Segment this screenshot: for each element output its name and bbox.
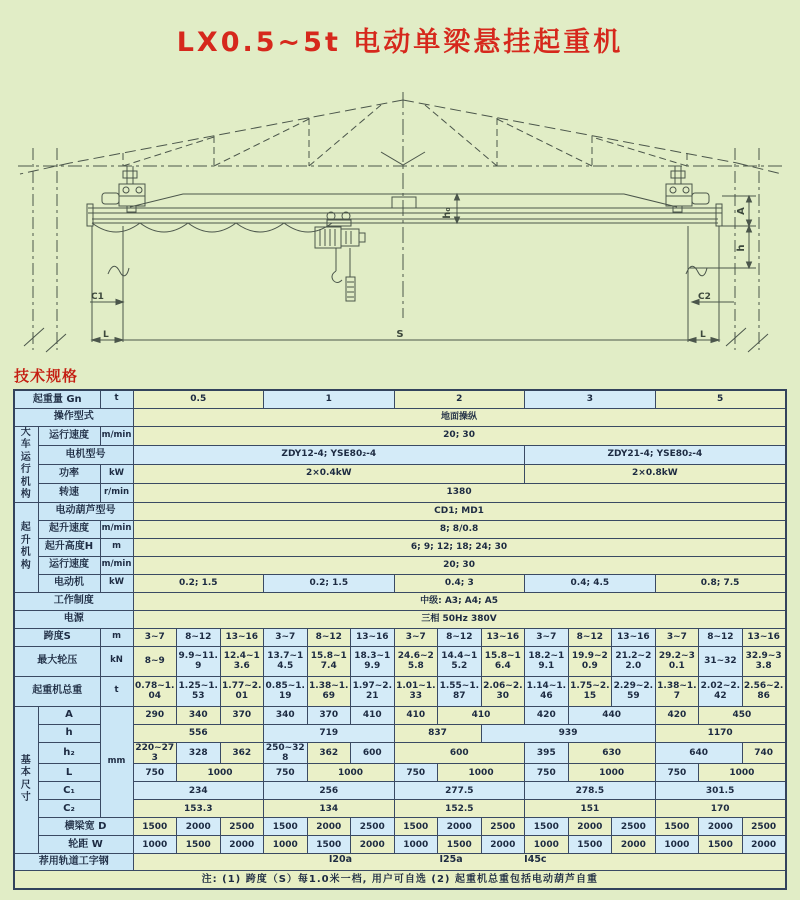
- data-cell: 2500: [351, 818, 395, 836]
- unit-label: m: [100, 628, 133, 646]
- data-cell: 1500: [264, 818, 308, 836]
- rail-size: I25a: [439, 854, 463, 866]
- data-cell: 18.3~19.9: [351, 646, 395, 676]
- data-cell: 301.5: [655, 782, 786, 800]
- row-label: C₁: [38, 782, 100, 800]
- dimension-lines: [90, 194, 756, 343]
- data-cell: 410: [394, 706, 438, 724]
- data-cell: 3: [525, 390, 656, 408]
- unit-label: kW: [100, 574, 133, 592]
- data-cell: 21.2~22.0: [612, 646, 656, 676]
- data-cell: 1000: [438, 764, 525, 782]
- dim-label-l-left: L: [103, 330, 109, 340]
- data-cell: 0.4; 4.5: [525, 574, 656, 592]
- data-cell: 9.9~11.9: [177, 646, 221, 676]
- unit-label: t: [100, 390, 133, 408]
- spec-table: [13, 389, 787, 890]
- data-cell: 1.38~1.7: [655, 676, 699, 706]
- table-row: [14, 520, 786, 538]
- data-cell: 152.5: [394, 800, 525, 818]
- rail-size: I45c: [524, 854, 547, 866]
- right-wall: [726, 148, 768, 352]
- data-cell: 750: [264, 764, 308, 782]
- data-cell: 170: [655, 800, 786, 818]
- data-cell: ZDY21-4; YSE80₂-4: [525, 445, 786, 464]
- data-cell: 1500: [133, 818, 177, 836]
- data-cell: 1380: [133, 483, 786, 502]
- row-label: 轮距 W: [38, 836, 133, 854]
- table-row: [14, 464, 786, 483]
- data-cell: 2000: [568, 818, 612, 836]
- table-row: [14, 538, 786, 556]
- data-cell: 1000: [568, 764, 655, 782]
- data-cell: 3~7: [394, 628, 438, 646]
- data-cell: 340: [264, 706, 308, 724]
- table-row: [14, 854, 786, 871]
- row-label: 电动机: [38, 574, 100, 592]
- data-cell: 2500: [742, 818, 786, 836]
- data-cell: 1.97~2.21: [351, 676, 395, 706]
- data-cell: 1000: [264, 836, 308, 854]
- data-cell: 14.4~15.2: [438, 646, 482, 676]
- data-cell: 31~32: [699, 646, 743, 676]
- table-row: [14, 390, 786, 408]
- hoist-motor: [341, 229, 359, 246]
- data-cell: 600: [394, 742, 525, 764]
- dim-label-c2: C2: [698, 292, 711, 302]
- row-label: 横梁宽 D: [38, 818, 133, 836]
- main-girder: [87, 194, 722, 226]
- data-cell: 1000: [394, 836, 438, 854]
- data-cell: 3~7: [264, 628, 308, 646]
- data-cell: 15.8~16.4: [481, 646, 525, 676]
- data-cell: 2×0.8kW: [525, 464, 786, 483]
- data-cell: 328: [177, 742, 221, 764]
- data-cell: 1.25~1.53: [177, 676, 221, 706]
- table-note: 注: (1) 跨度（S）每1.0米一档, 用户可自选 (2) 起重机总重包括电动葫芦自重: [14, 871, 786, 889]
- group-label: 大车运行机构: [14, 426, 38, 502]
- table-row: [14, 628, 786, 646]
- table-row: [14, 483, 786, 502]
- data-cell: 20; 30: [133, 426, 786, 445]
- data-cell: CD1; MD1: [133, 502, 786, 520]
- travel-motor-left: [102, 193, 119, 204]
- data-cell: 362: [307, 742, 351, 764]
- data-cell: 0.2; 1.5: [264, 574, 395, 592]
- data-cell: 719: [264, 724, 395, 742]
- row-label: 运行速度: [38, 556, 100, 574]
- data-cell: 1500: [394, 818, 438, 836]
- row-label: 起重机总重: [14, 676, 100, 706]
- data-cell: 29.2~30.1: [655, 646, 699, 676]
- table-row: [14, 836, 786, 854]
- data-cell: 250~328: [264, 742, 308, 764]
- data-cell: 15.8~17.4: [307, 646, 351, 676]
- data-cell: 256: [264, 782, 395, 800]
- data-cell: 0.8; 7.5: [655, 574, 786, 592]
- data-cell: 1500: [568, 836, 612, 854]
- data-cell: 1000: [699, 764, 786, 782]
- electric-hoist: [315, 212, 365, 301]
- data-cell: 740: [742, 742, 786, 764]
- data-cell: 1: [264, 390, 395, 408]
- data-cell: 1.01~1.33: [394, 676, 438, 706]
- group-label: 起升机构: [14, 502, 38, 592]
- data-cell: 410: [438, 706, 525, 724]
- data-cell: 837: [394, 724, 481, 742]
- data-cell: 2: [394, 390, 525, 408]
- data-cell: 2000: [438, 818, 482, 836]
- data-cell: 18.2~19.1: [525, 646, 569, 676]
- row-label: h: [38, 724, 100, 742]
- data-cell: 1000: [655, 836, 699, 854]
- data-cell: 1500: [655, 818, 699, 836]
- hoist-rope: [336, 248, 350, 277]
- data-cell: 640: [655, 742, 742, 764]
- data-cell: 370: [307, 706, 351, 724]
- data-cell: 13.7~14.5: [264, 646, 308, 676]
- dim-label-c1: C1: [91, 292, 104, 302]
- data-cell: 0.85~1.19: [264, 676, 308, 706]
- data-cell: 24.6~25.8: [394, 646, 438, 676]
- table-row: [14, 502, 786, 520]
- data-cell: 2.29~2.59: [612, 676, 656, 706]
- data-cell: 234: [133, 782, 264, 800]
- table-row: [14, 871, 786, 889]
- row-label: 起升速度: [38, 520, 100, 538]
- data-cell: 2000: [351, 836, 395, 854]
- table-row: [14, 610, 786, 628]
- row-label: 荐用轨道工字钢: [14, 854, 133, 871]
- data-cell: 1.38~1.69: [307, 676, 351, 706]
- data-cell: 2.56~2.86: [742, 676, 786, 706]
- data-cell: 750: [655, 764, 699, 782]
- unit-label: m: [100, 538, 133, 556]
- data-cell: 1000: [177, 764, 264, 782]
- data-cell: 2.06~2.30: [481, 676, 525, 706]
- row-label: 运行速度: [38, 426, 100, 445]
- rail-size: I20a: [328, 854, 352, 866]
- data-cell: 8~9: [133, 646, 177, 676]
- unit-label: kN: [100, 646, 133, 676]
- row-label: 操作型式: [14, 408, 133, 426]
- girder-top-box: [392, 197, 416, 208]
- data-cell: 1000: [525, 836, 569, 854]
- data-cell: 1500: [307, 836, 351, 854]
- data-cell: 8~12: [177, 628, 221, 646]
- section-heading: 技术规格: [14, 367, 79, 385]
- data-cell: 0.78~1.04: [133, 676, 177, 706]
- data-cell: 1.55~1.87: [438, 676, 482, 706]
- data-cell: 750: [133, 764, 177, 782]
- unit-label: kW: [100, 464, 133, 483]
- data-cell: 8; 8/0.8: [133, 520, 786, 538]
- data-cell: 410: [351, 706, 395, 724]
- data-cell: 440: [568, 706, 655, 724]
- data-cell: 1000: [133, 836, 177, 854]
- data-cell: 1.75~2.15: [568, 676, 612, 706]
- travel-motor-right: [692, 193, 709, 204]
- unit-label: m/min: [100, 426, 133, 445]
- data-cell: 939: [481, 724, 655, 742]
- unit-label: r/min: [100, 483, 133, 502]
- data-cell: 750: [525, 764, 569, 782]
- row-label: 转速: [38, 483, 100, 502]
- row-label: 电源: [14, 610, 133, 628]
- data-cell: 630: [568, 742, 655, 764]
- data-cell: ZDY12-4; YSE80₂-4: [133, 445, 525, 464]
- data-cell: 1500: [525, 818, 569, 836]
- row-label: 最大轮压: [14, 646, 100, 676]
- data-cell: 556: [133, 724, 264, 742]
- data-cell: 2000: [612, 836, 656, 854]
- roof-truss: [18, 100, 782, 174]
- data-cell: 2000: [220, 836, 264, 854]
- data-cell: 340: [177, 706, 221, 724]
- dim-label-h0: h₀: [442, 207, 453, 219]
- data-cell: 151: [525, 800, 656, 818]
- data-cell: 220~273: [133, 742, 177, 764]
- data-cell: 450: [699, 706, 786, 724]
- data-cell: 0.4; 3: [394, 574, 525, 592]
- dim-label-l-right: L: [700, 330, 706, 340]
- table-row: [14, 556, 786, 574]
- row-label: 工作制度: [14, 592, 133, 610]
- row-label: h₂: [38, 742, 100, 764]
- row-label: C₂: [38, 800, 100, 818]
- end-carriage-right: [666, 166, 709, 212]
- data-cell: 地面操纵: [133, 408, 786, 426]
- data-cell: 362: [220, 742, 264, 764]
- dim-label-A: A: [736, 207, 747, 215]
- data-cell: 8~12: [438, 628, 482, 646]
- table-row: [14, 426, 786, 445]
- dim-label-s: S: [396, 329, 404, 340]
- row-label: L: [38, 764, 100, 782]
- unit-label: m/min: [100, 520, 133, 538]
- data-cell: 13~16: [220, 628, 264, 646]
- data-cell: 3~7: [655, 628, 699, 646]
- table-row: [14, 592, 786, 610]
- data-cell: 8~12: [699, 628, 743, 646]
- data-cell: 2000: [307, 818, 351, 836]
- table-row: [14, 574, 786, 592]
- rail-values: [133, 854, 786, 871]
- unit-label: m/min: [100, 556, 133, 574]
- data-cell: 2×0.4kW: [133, 464, 525, 483]
- data-cell: 2000: [699, 818, 743, 836]
- data-cell: 1.77~2.01: [220, 676, 264, 706]
- data-cell: 13~16: [612, 628, 656, 646]
- data-cell: 13~16: [481, 628, 525, 646]
- data-cell: 3~7: [525, 628, 569, 646]
- row-label: 功率: [38, 464, 100, 483]
- data-cell: 2000: [742, 836, 786, 854]
- festoon-cable: [92, 223, 332, 232]
- data-cell: 1500: [699, 836, 743, 854]
- data-cell: 20; 30: [133, 556, 786, 574]
- data-cell: 370: [220, 706, 264, 724]
- data-cell: 420: [655, 706, 699, 724]
- data-cell: 2500: [481, 818, 525, 836]
- table-row: [14, 706, 786, 724]
- data-cell: 中级: A3; A4; A5: [133, 592, 786, 610]
- row-label: 电机型号: [38, 445, 133, 464]
- page-title: LX0.5~5t 电动单梁悬挂起重机: [176, 27, 624, 58]
- data-cell: 19.9~20.9: [568, 646, 612, 676]
- data-cell: 134: [264, 800, 395, 818]
- data-cell: 13~16: [742, 628, 786, 646]
- data-cell: 2500: [612, 818, 656, 836]
- data-cell: 420: [525, 706, 569, 724]
- data-cell: 0.5: [133, 390, 264, 408]
- data-cell: 三相 50Hz 380V: [133, 610, 786, 628]
- row-label: 跨度S: [14, 628, 100, 646]
- row-label: A: [38, 706, 100, 724]
- data-cell: 153.3: [133, 800, 264, 818]
- data-cell: 1170: [655, 724, 786, 742]
- data-cell: 8~12: [568, 628, 612, 646]
- unit-label: t: [100, 676, 133, 706]
- unit-label: mm: [100, 706, 133, 818]
- data-cell: 1500: [177, 836, 221, 854]
- table-row: [14, 676, 786, 706]
- hook: [332, 271, 342, 283]
- data-cell: 2000: [177, 818, 221, 836]
- data-cell: 8~12: [307, 628, 351, 646]
- table-row: [14, 445, 786, 464]
- data-cell: 278.5: [525, 782, 656, 800]
- data-cell: 750: [394, 764, 438, 782]
- data-cell: 12.4~13.6: [220, 646, 264, 676]
- row-label: 起重量 Gn: [14, 390, 100, 408]
- data-cell: 1.14~1.46: [525, 676, 569, 706]
- table-row: [14, 646, 786, 676]
- left-wall: [24, 148, 66, 352]
- data-cell: 600: [351, 742, 395, 764]
- row-label: 起升高度H: [38, 538, 100, 556]
- data-cell: 32.9~33.8: [742, 646, 786, 676]
- data-cell: 6; 9; 12; 18; 24; 30: [133, 538, 786, 556]
- table-row: [14, 408, 786, 426]
- row-label: 电动葫芦型号: [38, 502, 133, 520]
- data-cell: 2500: [220, 818, 264, 836]
- data-cell: 2000: [481, 836, 525, 854]
- table-row: [14, 818, 786, 836]
- data-cell: 1500: [438, 836, 482, 854]
- data-cell: 395: [525, 742, 569, 764]
- data-cell: 2.02~2.42: [699, 676, 743, 706]
- data-cell: 290: [133, 706, 177, 724]
- data-cell: 5: [655, 390, 786, 408]
- data-cell: 3~7: [133, 628, 177, 646]
- data-cell: 1000: [307, 764, 394, 782]
- data-cell: 13~16: [351, 628, 395, 646]
- group-label: 基本尺寸: [14, 706, 38, 854]
- data-cell: 277.5: [394, 782, 525, 800]
- data-cell: 0.2; 1.5: [133, 574, 264, 592]
- dim-label-h: h: [736, 244, 747, 252]
